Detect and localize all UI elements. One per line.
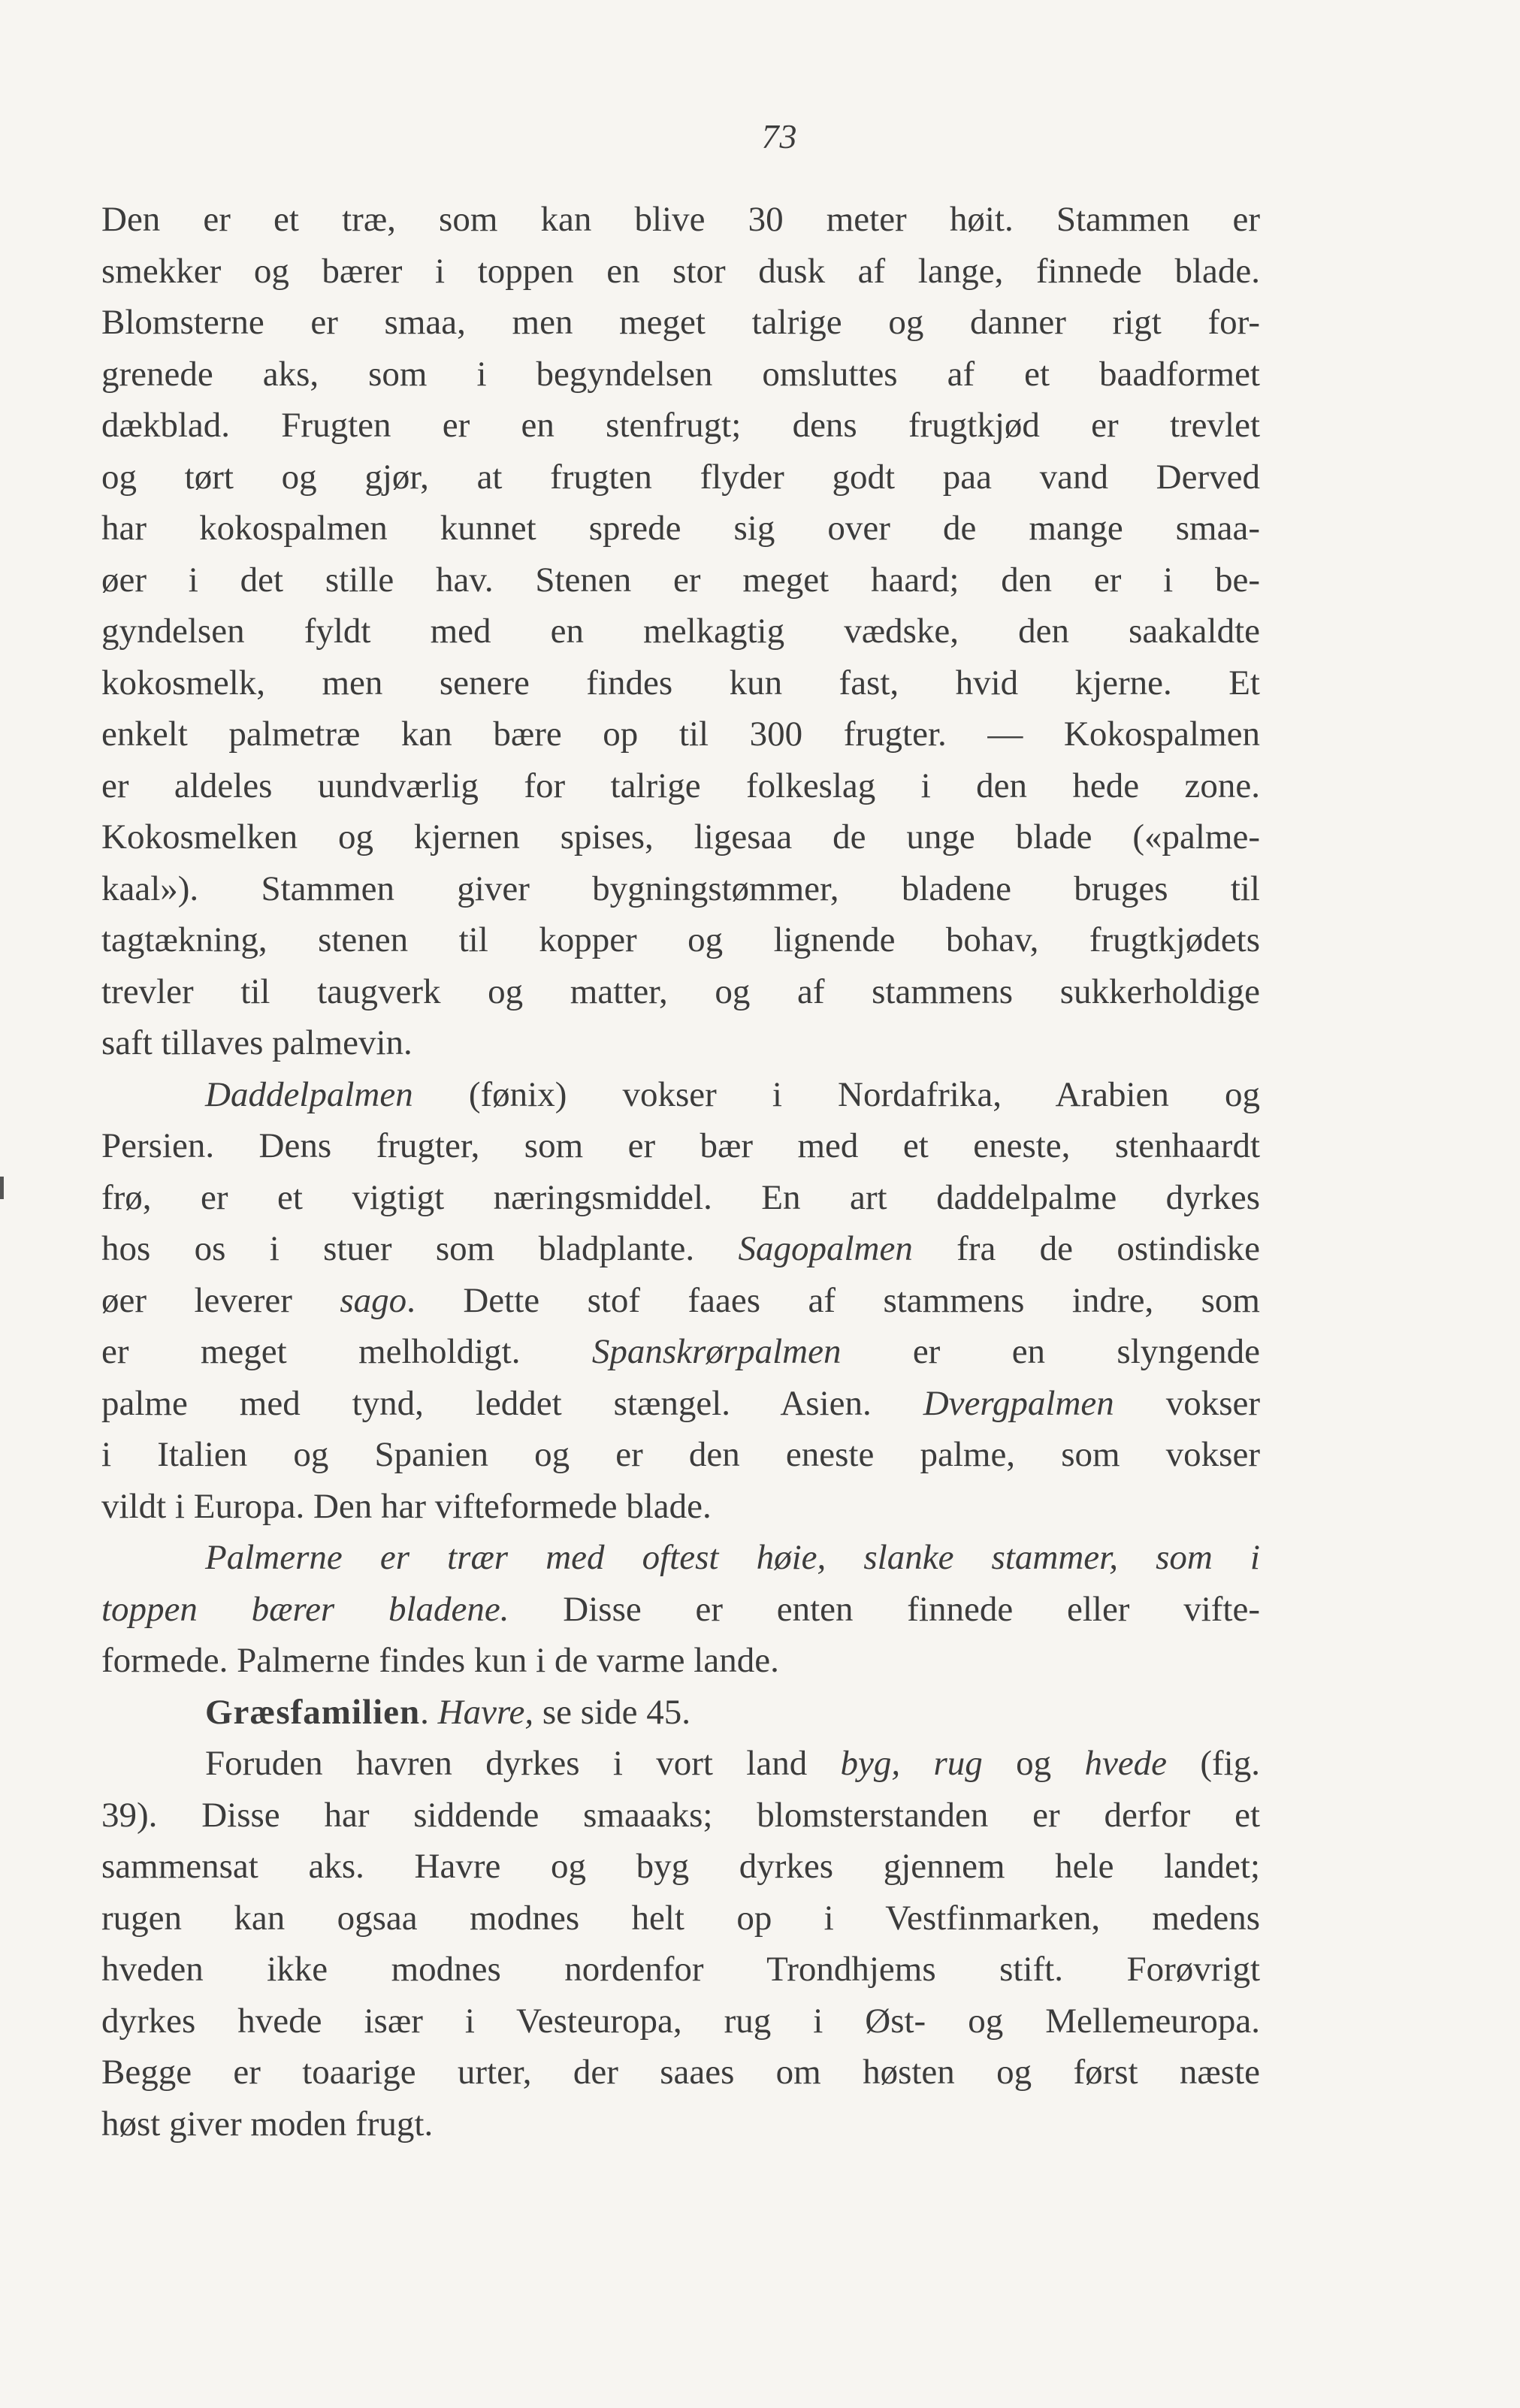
text-line: [101, 2047, 1260, 2098]
text-line: [101, 1687, 1260, 1739]
text-span: Begge er toaarige urter, der saaes om høsten og først næste: [101, 2053, 1260, 2092]
text-line: [101, 709, 1260, 760]
text-line: [101, 1893, 1260, 1944]
text-span: har kokospalmen kunnet sprede sig over de mange smaa-: [101, 509, 1260, 548]
italic-text: sago: [340, 1280, 407, 1320]
text-span: palme med tynd, leddet stængel. Asien.: [101, 1383, 923, 1423]
text-line: [101, 554, 1260, 606]
text-line: [101, 1069, 1260, 1121]
text-span: (fønix) vokser i Nordafrika, Arabien og: [412, 1074, 1260, 1114]
text-span: fra de ostindiske: [912, 1229, 1260, 1268]
body-text: [101, 194, 1260, 2150]
text-span: kokosmelk, men senere findes kun fast, hvid kjerne. Et: [101, 663, 1260, 702]
italic-text: toppen bærer bladene.: [101, 1589, 509, 1629]
text-line: [101, 760, 1260, 812]
text-line: [101, 606, 1260, 657]
italic-text: Sagopalmen: [738, 1229, 913, 1268]
text-span: se side 45.: [533, 1692, 690, 1732]
text-span: Foruden havren dyrkes i vort land: [205, 1744, 841, 1783]
italic-text: byg, rug: [840, 1744, 983, 1783]
text-line: [101, 503, 1260, 554]
text-line: [101, 2098, 1260, 2150]
text-span: sammensat aks. Havre og byg dyrkes gjennem hele landet;: [101, 1847, 1260, 1886]
text-line: [101, 452, 1260, 503]
section-heading: Græsfamilien: [205, 1692, 421, 1732]
text-span: i Italien og Spanien og er den eneste palme, som vokser: [101, 1435, 1260, 1474]
text-span: rugen kan ogsaa modnes helt op i Vestfinmarken, medens: [101, 1898, 1260, 1938]
text-line: [101, 966, 1260, 1018]
italic-text: Havre,: [437, 1692, 534, 1732]
text-span: Persien. Dens frugter, som er bær med et eneste, stenhaardt: [101, 1126, 1260, 1165]
text-span: hos os i stuer som bladplante.: [101, 1229, 739, 1268]
text-line: [101, 246, 1260, 298]
text-span: dækblad. Frugten er en stenfrugt; dens frugtkjød er trevlet: [101, 406, 1260, 445]
page-number: 73: [761, 117, 798, 156]
text-span: gyndelsen fyldt med en melkagtig vædske, den saakaldte: [101, 612, 1260, 651]
text-line: [101, 1790, 1260, 1842]
text-line: [101, 1944, 1260, 1996]
italic-text: Palmerne er trær med oftest høie, slanke stammer, som i: [205, 1538, 1260, 1577]
text-line: [101, 657, 1260, 709]
text-span: er en slyngende: [841, 1332, 1260, 1371]
text-line: [101, 1996, 1260, 2047]
text-line: [101, 1223, 1260, 1275]
text-span: grenede aks, som i begyndelsen omsluttes af et baadformet: [101, 354, 1260, 394]
text-span: tagtækning, stenen til kopper og lignende bohav, frugtkjødets: [101, 920, 1260, 959]
text-line: [101, 1635, 1260, 1687]
text-span: (fig.: [1167, 1744, 1260, 1783]
text-line: [101, 863, 1260, 915]
text-span: øer leverer: [101, 1280, 340, 1320]
text-span: 39). Disse har siddende smaaaks; blomsterstanden er derfor et: [101, 1795, 1260, 1835]
text-line: [101, 1378, 1260, 1430]
text-line: [101, 1532, 1260, 1584]
text-span: Disse er enten finnede eller vifte-: [509, 1589, 1260, 1629]
text-line: [101, 1017, 1260, 1069]
text-span: Blomsterne er smaa, men meget talrige og danner rigt for-: [101, 303, 1260, 342]
text-span: vildt i Europa. Den har vifteformede blade.: [101, 1486, 712, 1526]
italic-text: Spanskrørpalmen: [591, 1332, 842, 1371]
text-line: [101, 1120, 1260, 1172]
text-span: formede. Palmerne findes kun i de varme lande.: [101, 1641, 779, 1680]
text-span: hveden ikke modnes nordenfor Trondhjems stift. Forøvrigt: [101, 1950, 1260, 1989]
text-line: [101, 1841, 1260, 1893]
text-span: og tørt og gjør, at frugten flyder godt paa vand Derved: [101, 457, 1260, 497]
text-span: kaal»). Stammen giver bygningstømmer, bladene bruges til: [101, 869, 1260, 908]
text-line: [101, 194, 1260, 246]
text-span: frø, er et vigtigt næringsmiddel. En art daddelpalme dyrkes: [101, 1177, 1260, 1217]
text-line: [101, 400, 1260, 452]
text-span: saft tillaves palmevin.: [101, 1023, 412, 1062]
text-span: er meget melholdigt.: [101, 1332, 592, 1371]
text-span: Kokosmelken og kjernen spises, ligesaa de unge blade («palme-: [101, 817, 1260, 857]
text-line: [101, 1584, 1260, 1636]
text-line: [101, 297, 1260, 349]
text-span: dyrkes hvede især i Vesteuropa, rug i Øst- og Mellemeuropa.: [101, 2001, 1260, 2041]
text-line: [101, 1738, 1260, 1790]
scan-edge-mark: [0, 1177, 4, 1199]
text-line: [101, 349, 1260, 400]
text-line: [101, 1172, 1260, 1224]
text-span: og: [982, 1744, 1085, 1783]
text-line: [101, 1275, 1260, 1327]
text-span: høst giver moden frugt.: [101, 2104, 434, 2144]
text-span: .: [420, 1692, 438, 1732]
italic-text: hvede: [1084, 1744, 1168, 1783]
text-line: [101, 811, 1260, 863]
text-span: . Dette stof faaes af stammens indre, som: [406, 1280, 1260, 1320]
text-span: vokser: [1114, 1383, 1260, 1423]
text-span: trevler til taugverk og matter, og af stammens sukkerholdige: [101, 971, 1260, 1011]
text-span: er aldeles uundværlig for talrige folkeslag i den hede zone.: [101, 766, 1260, 805]
text-span: smekker og bærer i toppen en stor dusk af lange, finnede blade.: [101, 251, 1260, 291]
italic-text: Dvergpalmen: [923, 1383, 1114, 1423]
text-span: øer i det stille hav. Stenen er meget haard; den er i be-: [101, 560, 1260, 600]
italic-text: Daddelpalmen: [205, 1074, 413, 1114]
text-line: [101, 1481, 1260, 1533]
text-span: enkelt palmetræ kan bære op til 300 frugter. — Kokospalmen: [101, 715, 1260, 754]
text-line: [101, 914, 1260, 966]
text-line: [101, 1326, 1260, 1378]
text-line: [101, 1429, 1260, 1481]
text-span: Den er et træ, som kan blive 30 meter høit. Stammen er: [101, 200, 1260, 239]
